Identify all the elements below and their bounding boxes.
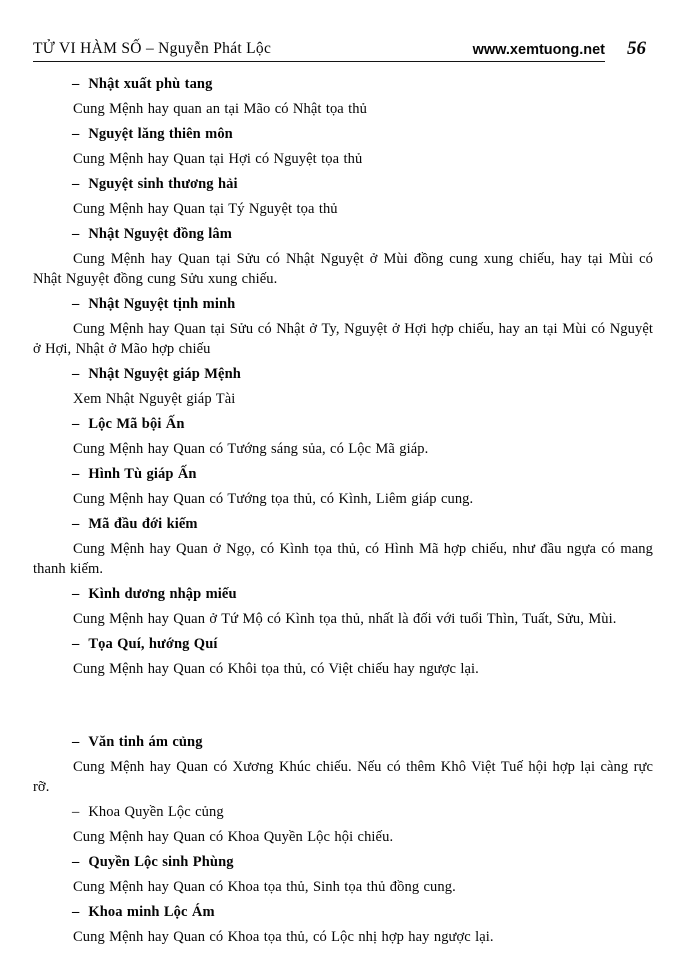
heading-text: Nguyệt sinh thương hải bbox=[88, 176, 238, 192]
book-title: TỬ VI HÀM SỐ – Nguyễn Phát Lộc bbox=[33, 40, 272, 57]
dash-marker: – bbox=[72, 466, 80, 482]
dash-marker: – bbox=[72, 804, 80, 820]
section-heading bbox=[33, 414, 653, 434]
paragraph: Xem Nhật Nguyệt giáp Tài bbox=[73, 391, 236, 407]
heading-text: Văn tinh ám củng bbox=[88, 734, 203, 750]
paragraph: Cung Mệnh hay Quan ở Tứ Mộ có Kình tọa thủ, nhất là đối với tuổi Thìn, Tuất, Sửu, Mùi. bbox=[73, 611, 617, 627]
section-heading bbox=[33, 732, 653, 752]
heading-text: Mã đầu đới kiếm bbox=[88, 516, 198, 532]
dash-marker: – bbox=[72, 586, 80, 602]
paragraph: Cung Mệnh hay Quan tại Hợi có Nguyệt tọa thủ bbox=[73, 151, 363, 167]
section-heading bbox=[33, 802, 653, 822]
dash-marker: – bbox=[72, 296, 80, 312]
dash-marker: – bbox=[72, 636, 80, 652]
dash-marker: – bbox=[72, 416, 80, 432]
paragraph: Cung Mệnh hay Quan tại Tý Nguyệt tọa thủ bbox=[73, 201, 338, 217]
section-heading bbox=[33, 174, 653, 194]
paragraph: Cung Mệnh hay Quan ở Ngọ, có Kình tọa thủ, có Hình Mã hợp chiếu, như đầu ngựa có mang thanh kiếm. bbox=[33, 541, 653, 577]
heading-text: Nguyệt lăng thiên môn bbox=[88, 126, 233, 142]
section-heading bbox=[33, 634, 653, 654]
dash-marker: – bbox=[72, 226, 80, 242]
section-heading bbox=[33, 584, 653, 604]
paragraph: Cung Mệnh hay Quan có Khoa tọa thủ, có Lộc nhị hợp hay ngược lại. bbox=[73, 929, 494, 945]
section-heading bbox=[33, 364, 653, 384]
paragraph: Cung Mệnh hay Quan có Tướng sáng sủa, có Lộc Mã giáp. bbox=[73, 441, 429, 457]
paragraph: Cung Mệnh hay quan an tại Mão có Nhật tọa thủ bbox=[73, 101, 367, 117]
paragraph: Cung Mệnh hay Quan tại Sửu có Nhật Nguyệt ở Mùi đồng cung xung chiếu, hay tại Mùi có Nhật Nguyệt đồng cung Sửu xung chiếu. bbox=[33, 251, 653, 287]
dash-marker: – bbox=[72, 366, 80, 382]
paragraph: Cung Mệnh hay Quan có Xương Khúc chiếu. Nếu có thêm Khô Việt Tuế hội hợp lại càng rực rỡ. bbox=[33, 759, 653, 795]
paragraph: Cung Mệnh hay Quan có Tướng tọa thủ, có Kình, Liêm giáp cung. bbox=[73, 491, 474, 507]
dash-marker: – bbox=[72, 126, 80, 142]
heading-text: Nhật xuất phù tang bbox=[88, 76, 213, 92]
page-number: 56 bbox=[627, 38, 646, 59]
website-url: www.xemtuong.net bbox=[472, 42, 605, 58]
dash-marker: – bbox=[72, 734, 80, 750]
heading-text: Khoa Quyền Lộc củng bbox=[88, 804, 224, 820]
dash-marker: – bbox=[72, 854, 80, 870]
paragraph: Cung Mệnh hay Quan có Khoa tọa thủ, Sinh tọa thủ đồng cung. bbox=[73, 879, 456, 895]
header-divider bbox=[33, 61, 605, 62]
heading-text: Quyền Lộc sinh Phùng bbox=[88, 854, 234, 870]
section-gap bbox=[33, 684, 653, 732]
heading-text: Hình Tù giáp Ấn bbox=[88, 466, 197, 482]
dash-marker: – bbox=[72, 516, 80, 532]
section-heading bbox=[33, 902, 653, 922]
paragraph: Cung Mệnh hay Quan có Khôi tọa thủ, có Việt chiếu hay ngược lại. bbox=[73, 661, 479, 677]
heading-text: Nhật Nguyệt giáp Mệnh bbox=[88, 366, 241, 382]
heading-text: Nhật Nguyệt tịnh minh bbox=[88, 296, 236, 312]
section-heading bbox=[33, 464, 653, 484]
paragraph: Cung Mệnh hay Quan tại Sửu có Nhật ở Ty, Nguyệt ở Hợi hợp chiếu, hay an tại Mùi có Nguyệt ở Hợi, Nhật ở Mão hợp chiếu bbox=[33, 321, 653, 357]
heading-text: Lộc Mã bội Ấn bbox=[88, 416, 185, 432]
dash-marker: – bbox=[72, 176, 80, 192]
heading-text: Nhật Nguyệt đồng lâm bbox=[88, 226, 232, 242]
heading-text: Khoa minh Lộc Ám bbox=[88, 904, 215, 920]
heading-text: Tọa Quí, hướng Quí bbox=[88, 636, 218, 652]
section-heading bbox=[33, 224, 653, 244]
heading-text: Kình dương nhập miếu bbox=[88, 586, 237, 602]
section-heading bbox=[33, 294, 653, 314]
dash-marker: – bbox=[72, 76, 80, 92]
section-heading bbox=[33, 124, 653, 144]
section-heading bbox=[33, 852, 653, 872]
paragraph: Cung Mệnh hay Quan có Khoa Quyền Lộc hội chiếu. bbox=[73, 829, 394, 845]
dash-marker: – bbox=[72, 904, 80, 920]
section-heading bbox=[33, 74, 653, 94]
document-content bbox=[33, 74, 653, 952]
section-heading bbox=[33, 514, 653, 534]
